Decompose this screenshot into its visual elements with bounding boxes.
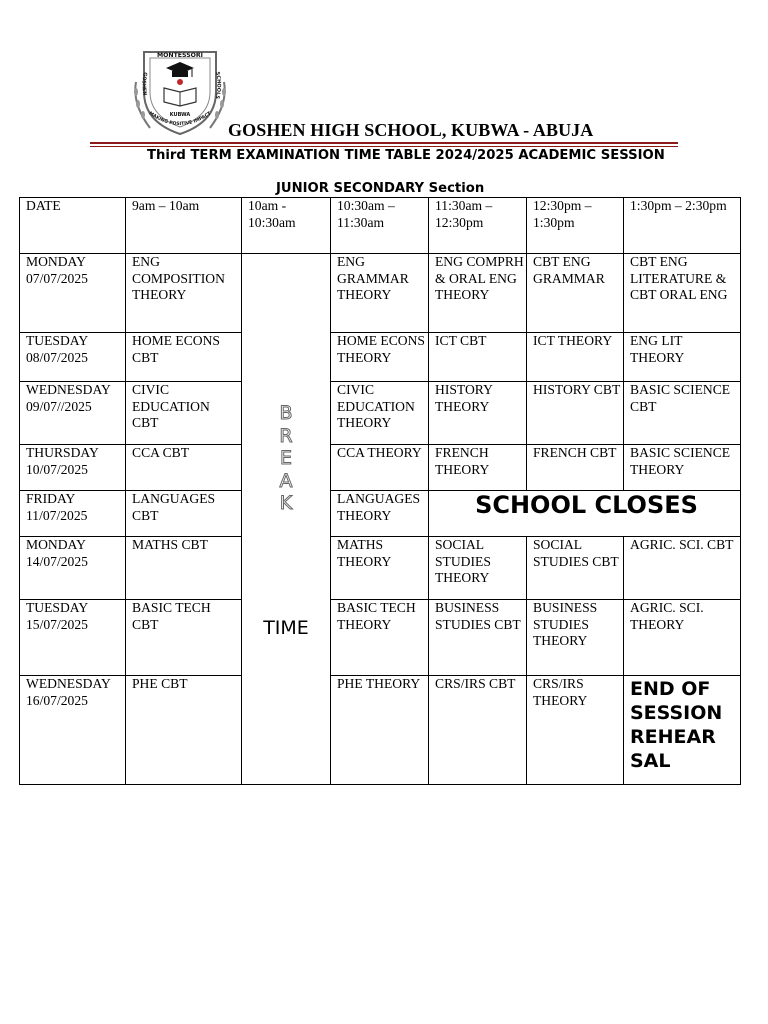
- row-slot-1: ENG COMPOSITION THEORY: [126, 254, 242, 333]
- row-slot-4: ICT CBT: [429, 333, 527, 382]
- row-slot-5: ICT THEORY: [527, 333, 624, 382]
- row-slot-3: LANGUAGES THEORY: [331, 491, 429, 537]
- row-slot-1: PHE CBT: [126, 676, 242, 785]
- table-row: [20, 333, 741, 382]
- break-column: [242, 254, 331, 785]
- row-date: TUESDAY 15/07/2025: [20, 600, 126, 676]
- school-closes-cell: SCHOOL CLOSES: [429, 491, 741, 537]
- row-slot-1: LANGUAGES CBT: [126, 491, 242, 537]
- row-date: WEDNESDAY 09/07//2025: [20, 382, 126, 445]
- row-slot-1: CIVIC EDUCATION CBT: [126, 382, 242, 445]
- row-slot-6: CBT ENG LITERATURE & CBT ORAL ENG: [624, 254, 741, 333]
- header-rule-thick: [90, 142, 678, 144]
- table-row: [20, 676, 741, 785]
- table-row: [20, 537, 741, 600]
- row-slot-3: MATHS THEORY: [331, 537, 429, 600]
- row-slot-3: CIVIC EDUCATION THEORY: [331, 382, 429, 445]
- table-row: [20, 382, 741, 445]
- break-letter: E: [279, 447, 292, 469]
- row-slot-4: BUSINESS STUDIES CBT: [429, 600, 527, 676]
- row-slot-4: SOCIAL STUDIES THEORY: [429, 537, 527, 600]
- row-slot-4: FRENCH THEORY: [429, 445, 527, 491]
- logo-right-text: SCHOOLS: [213, 71, 222, 100]
- school-name: GOSHEN HIGH SCHOOL, KUBWA - ABUJA: [228, 120, 594, 140]
- row-slot-1: HOME ECONS CBT: [126, 333, 242, 382]
- break-letter: R: [279, 424, 293, 447]
- row-slot-3: CCA THEORY: [331, 445, 429, 491]
- header-slot-6: 1:30pm – 2:30pm: [624, 198, 741, 254]
- table-row: [20, 600, 741, 676]
- row-slot-4: HISTORY THEORY: [429, 382, 527, 445]
- row-slot-5: CRS/IRS THEORY: [527, 676, 624, 785]
- header-slot-break: 10am - 10:30am: [242, 198, 331, 254]
- row-slot-5: BUSINESS STUDIES THEORY: [527, 600, 624, 676]
- row-date: TUESDAY 08/07/2025: [20, 333, 126, 382]
- break-time-label: TIME: [263, 617, 309, 639]
- row-date: FRIDAY 11/07/2025: [20, 491, 126, 537]
- table-row: [20, 491, 741, 537]
- row-slot-5: CBT ENG GRAMMAR: [527, 254, 624, 333]
- row-slot-3: ENG GRAMMAR THEORY: [331, 254, 429, 333]
- end-of-session-cell: END OF SESSION REHEAR SAL: [624, 676, 741, 785]
- row-slot-6: AGRIC. SCI. THEORY: [624, 600, 741, 676]
- school-logo: [130, 42, 230, 138]
- header-slot-1: 9am – 10am: [126, 198, 242, 254]
- break-label: [242, 402, 330, 515]
- header-slot-4: 11:30am – 12:30pm: [429, 198, 527, 254]
- break-letter: B: [279, 402, 293, 424]
- row-slot-1: MATHS CBT: [126, 537, 242, 600]
- row-slot-5: FRENCH CBT: [527, 445, 624, 491]
- header-rule-thin: [90, 146, 678, 147]
- break-letter: K: [279, 492, 293, 514]
- row-slot-3: HOME ECONS THEORY: [331, 333, 429, 382]
- logo-top-text: MONTESSORI: [156, 52, 204, 59]
- header-row: [20, 198, 741, 254]
- row-slot-6: AGRIC. SCI. CBT: [624, 537, 741, 600]
- exam-title: Third TERM EXAMINATION TIME TABLE 2024/2025 ACADEMIC SESSION: [147, 148, 665, 163]
- row-date: MONDAY 07/07/2025: [20, 254, 126, 333]
- logo-left-text: GOSHEN: [140, 71, 148, 96]
- header-slot-5: 12:30pm – 1:30pm: [527, 198, 624, 254]
- logo-bottom-text: MAKING POSITIVE IMPACT: [147, 111, 213, 128]
- section-label: JUNIOR SECONDARY Section: [276, 181, 485, 196]
- break-letter: A: [279, 469, 293, 492]
- logo-middle-text: KUBWA: [169, 112, 191, 118]
- row-slot-1: CCA CBT: [126, 445, 242, 491]
- row-slot-1: BASIC TECH CBT: [126, 600, 242, 676]
- row-slot-4: ENG COMPRH & ORAL ENG THEORY: [429, 254, 527, 333]
- row-slot-3: BASIC TECH THEORY: [331, 600, 429, 676]
- header-date: DATE: [20, 198, 126, 254]
- table-row: [20, 445, 741, 491]
- row-slot-3: PHE THEORY: [331, 676, 429, 785]
- row-date: THURSDAY 10/07/2025: [20, 445, 126, 491]
- row-slot-5: SOCIAL STUDIES CBT: [527, 537, 624, 600]
- row-slot-6: ENG LIT THEORY: [624, 333, 741, 382]
- row-slot-6: BASIC SCIENCE THEORY: [624, 445, 741, 491]
- row-slot-5: HISTORY CBT: [527, 382, 624, 445]
- row-date: WEDNESDAY 16/07/2025: [20, 676, 126, 785]
- timetable: [19, 197, 741, 785]
- row-slot-4: CRS/IRS CBT: [429, 676, 527, 785]
- row-slot-6: BASIC SCIENCE CBT: [624, 382, 741, 445]
- table-row: [20, 254, 741, 333]
- row-date: MONDAY 14/07/2025: [20, 537, 126, 600]
- header-slot-3: 10:30am – 11:30am: [331, 198, 429, 254]
